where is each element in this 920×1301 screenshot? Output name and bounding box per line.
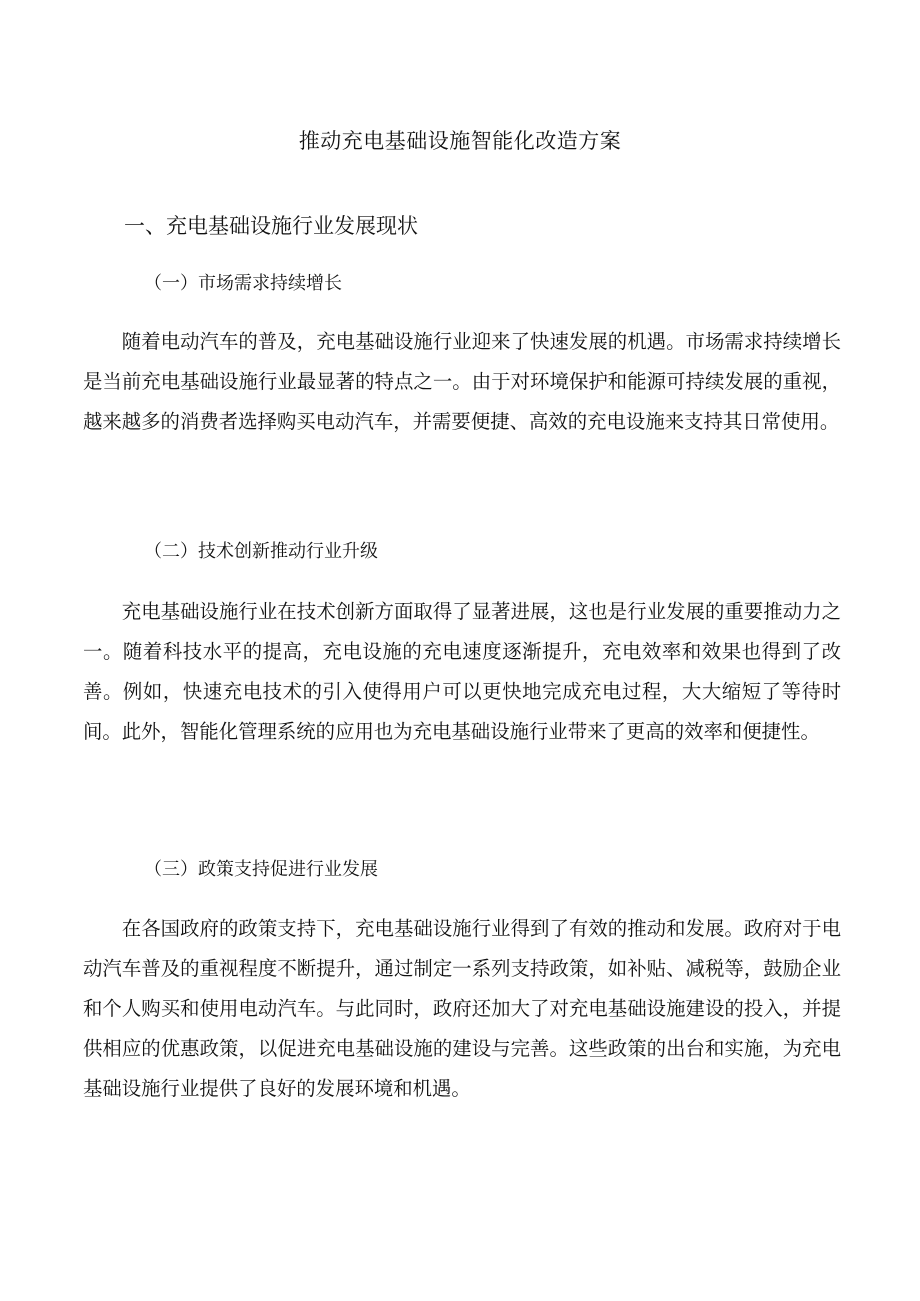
paragraph-tech-innovation: 充电基础设施行业在技术创新方面取得了显著进展，这也是行业发展的重要推动力之一。随着科技水平的提高，充电设施的充电速度逐渐提升，充电效率和效果也得到了改善。例如，快速充电技术的引入使得用户可以更快地完成充电过程，大大缩短了等待时间。此外，智能化管理系统的应用也为充电基础设施行业带来了更高的效率和便捷性。 [83,600,841,743]
paragraph-market-demand: 随着电动汽车的普及，充电基础设施行业迎来了快速发展的机遇。市场需求持续增长是当前充电基础设施行业最显著的特点之一。由于对环境保护和能源可持续发展的重视，越来越多的消费者选择购买电动汽车，并需要便捷、高效的充电设施来支持其日常使用。 [83,330,841,433]
document-title: 推动充电基础设施智能化改造方案 [298,129,622,153]
subsection-heading-market-demand: （一）市场需求持续增长 [144,273,342,294]
section-heading: 一、充电基础设施行业发展现状 [124,214,418,238]
subsection-heading-policy-support: （三）政策支持促进行业发展 [144,859,378,880]
subsection-heading-tech-innovation: （二）技术创新推动行业升级 [144,541,378,562]
paragraph-policy-support: 在各国政府的政策支持下，充电基础设施行业得到了有效的推动和发展。政府对于电动汽车普及的重视程度不断提升，通过制定一系列支持政策，如补贴、减税等，鼓励企业和个人购买和使用电动汽车。与此同时，政府还加大了对充电基础设施建设的投入，并提供相应的优惠政策，以促进充电基础设施的建设与完善。这些政策的出台和实施，为充电基础设施行业提供了良好的发展环境和机遇。 [83,917,841,1100]
